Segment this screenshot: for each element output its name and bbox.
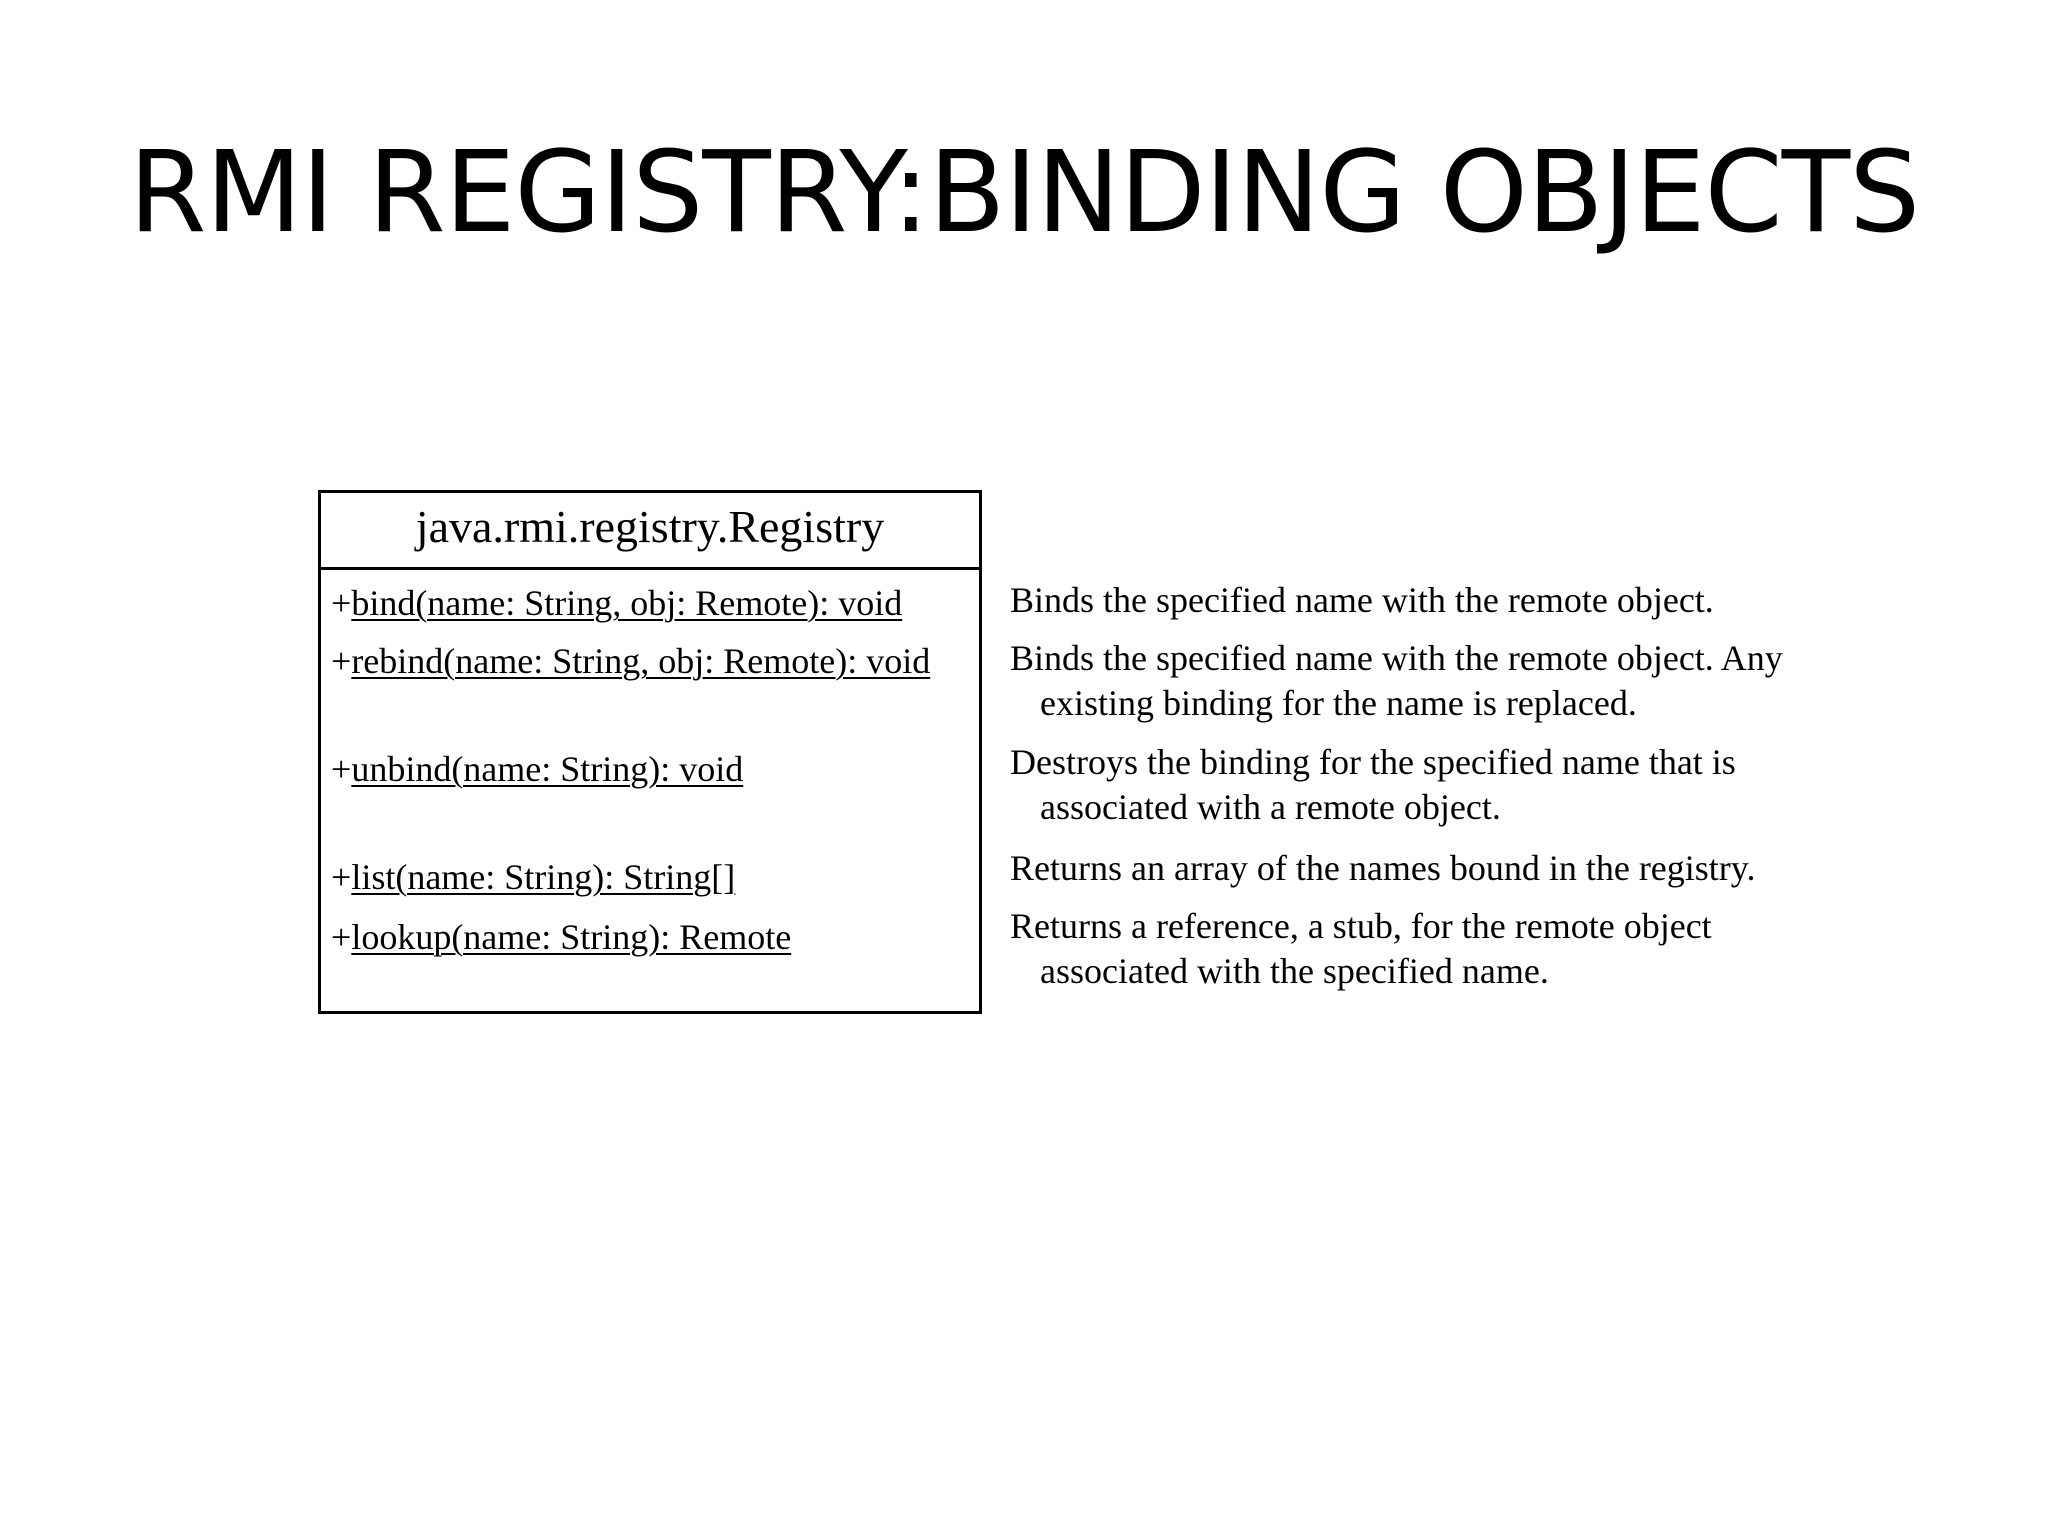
method-signature: lookup(name: String): Remote: [351, 917, 792, 957]
method-lookup: [331, 916, 791, 958]
description-line: Returns an array of the names bound in the registry.: [1010, 848, 1756, 888]
method-visibility: +: [331, 583, 352, 623]
description-line-continued: associated with a remote object.: [1040, 787, 1501, 827]
method-list: [331, 856, 735, 898]
description-line: Binds the specified name with the remote object. Any: [1010, 638, 1783, 678]
description-line: Destroys the binding for the specified name that is: [1010, 742, 1736, 782]
description-line: Binds the specified name with the remote object.: [1010, 580, 1714, 620]
slide-title: RMI REGISTRY:BINDING OBJECTS: [128, 128, 1920, 258]
method-visibility: +: [331, 641, 352, 681]
method-rebind: [331, 640, 930, 682]
method-signature: unbind(name: String): void: [351, 749, 744, 789]
method-signature: bind(name: String, obj: Remote): void: [351, 583, 903, 623]
description-rebind: [1010, 636, 2010, 726]
description-line-continued: existing binding for the name is replaced.: [1040, 683, 1637, 723]
description-lookup: [1010, 904, 2010, 994]
description-line-continued: associated with the specified name.: [1040, 951, 1549, 991]
method-signature: rebind(name: String, obj: Remote): void: [351, 641, 931, 681]
uml-class-name: java.rmi.registry.Registry: [321, 493, 979, 570]
description-bind: [1010, 578, 2010, 623]
method-visibility: +: [331, 749, 352, 789]
description-unbind: [1010, 740, 2010, 830]
uml-class-box: [318, 490, 982, 1014]
description-line: Returns a reference, a stub, for the remote object: [1010, 906, 1712, 946]
method-visibility: +: [331, 857, 352, 897]
method-bind: [331, 582, 902, 624]
method-unbind: [331, 748, 743, 790]
method-signature: list(name: String): String[]: [351, 857, 736, 897]
description-list: [1010, 846, 2010, 891]
method-visibility: +: [331, 917, 352, 957]
